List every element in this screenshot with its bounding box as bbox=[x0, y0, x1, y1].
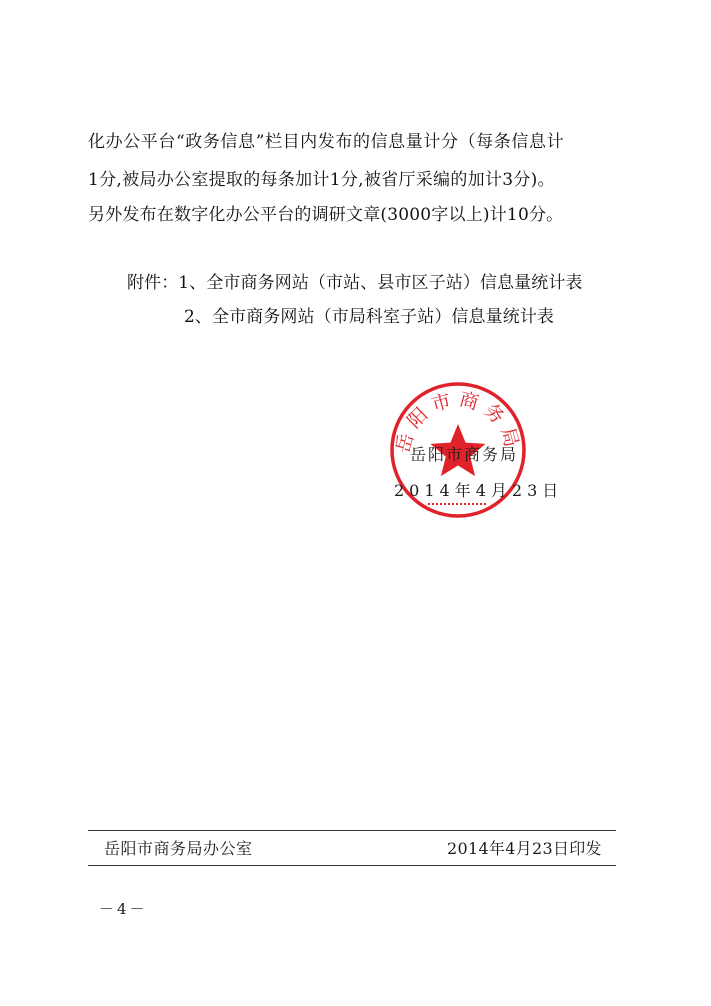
footer-issued-date: 2014年4月23日印发 bbox=[447, 839, 602, 858]
seal-text: 岳阳市商务局 bbox=[391, 388, 525, 456]
body-paragraph-line-3: 另外发布在数字化办公平台的调研文章(3000字以上)计10分。 bbox=[88, 205, 564, 225]
footer-divider-bottom bbox=[88, 865, 616, 866]
page-number: －4－ bbox=[99, 900, 148, 918]
signature-date: 2014年4月23日 bbox=[394, 481, 564, 500]
attachment-line-1: 附件：1、全市商务网站（市站、县市区子站）信息量统计表 bbox=[127, 273, 583, 293]
body-paragraph-line-1: 化办公平台“政务信息”栏目内发布的信息量计分（每条信息计 bbox=[88, 132, 565, 152]
attachment-line-2: 2、全市商务网站（市局科室子站）信息量统计表 bbox=[184, 307, 555, 327]
footer-divider-top bbox=[88, 830, 616, 831]
body-paragraph-line-2: 1分,被局办公室提取的每条加计1分,被省厅采编的加计3分)。 bbox=[88, 170, 555, 190]
signature-organization: 岳阳市商务局 bbox=[410, 445, 519, 464]
footer-issuer: 岳阳市商务局办公室 bbox=[104, 839, 253, 858]
